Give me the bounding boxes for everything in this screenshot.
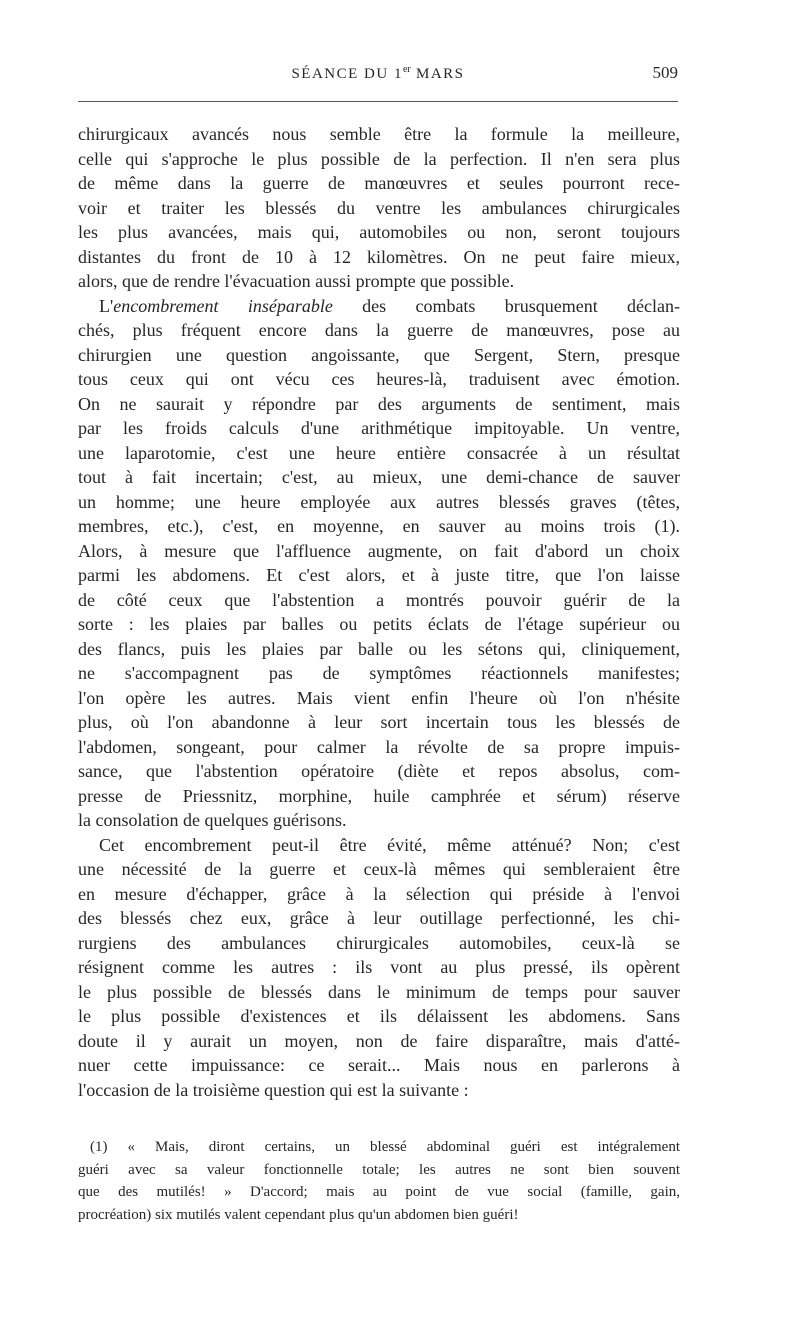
footnote xyxy=(78,1136,680,1226)
footnote-line: guéri avec sa valeur fonctionnelle totale; les autres ne sont bien souvent xyxy=(78,1161,680,1178)
text-line: de côté ceux que l'abstention a montrés pouvoir guérir de la xyxy=(78,589,680,610)
text-line: ne s'accompagnent pas de symptômes réactionnels manifestes; xyxy=(78,663,680,683)
text-line: voir et traiter les blessés du ventre les ambulances chirurgicales xyxy=(78,197,680,218)
text-line: des flancs, puis les plaies par balle ou les sétons qui, cliniquement, xyxy=(78,638,680,659)
text-line: doute il y aurait un moyen, non de faire disparaître, mais d'atté- xyxy=(78,1030,680,1051)
text-line: celle qui s'approche le plus possible de la perfection. Il n'en sera plus xyxy=(78,148,680,169)
text-line: des blessés chez eux, grâce à leur outillage perfectionné, les chi- xyxy=(78,908,680,928)
text-line: chirurgien une question angoissante, que Sergent, Stern, presque xyxy=(78,344,680,365)
text-line: l'on opère les autres. Mais vient enfin l'heure où l'on n'hésite xyxy=(78,687,680,708)
footnote-line: procréation) six mutilés valent cependant plus qu'un abdomen bien guéri! xyxy=(78,1206,519,1223)
text-line: rurgiens des ambulances chirurgicales automobiles, ceux-là se xyxy=(78,932,680,953)
text-line: membres, etc.), c'est, en moyenne, en sauver au moins trois (1). xyxy=(78,516,680,536)
text-line: plus, où l'on abandonne à leur sort incertain tous les blessés de xyxy=(78,712,680,732)
text-line: un homme; une heure employée aux autres blessés graves (têtes, xyxy=(78,491,680,512)
footnote-line: (1) « Mais, diront certains, un blessé abdominal guéri est intégralement xyxy=(90,1139,680,1155)
running-head xyxy=(78,62,678,86)
text-line: le plus possible de blessés dans le minimum de temps pour sauver xyxy=(78,981,680,1002)
running-head-title: SÉANCE DU 1er MARS xyxy=(291,64,465,82)
text-line: par les froids calculs d'une arithmétique impitoyable. Un ventre, xyxy=(78,418,680,438)
text-line: alors, que de rendre l'évacuation aussi prompte que possible. xyxy=(78,271,515,291)
text-line: sance, que l'abstention opératoire (diète et repos absolus, com- xyxy=(78,761,680,781)
text-line: sorte : les plaies par balles ou petits éclats de l'étage supérieur ou xyxy=(78,614,680,634)
page-number: 509 xyxy=(652,63,678,82)
text-line: une laparotomie, c'est une heure entière consacrée à un résultat xyxy=(78,442,680,463)
text-line: tous ceux qui ont vécu ces heures-là, traduisent avec émotion. xyxy=(78,369,680,389)
footnote-line: que des mutilés! » D'accord; mais au point de vue social (famille, gain, xyxy=(78,1184,680,1200)
emphasis-text: encombrement inséparable xyxy=(113,295,333,316)
text-line: parmi les abdomens. Et c'est alors, et à juste titre, que l'on laisse xyxy=(78,565,680,585)
text-line: presse de Priessnitz, morphine, huile camphrée et sérum) réserve xyxy=(78,785,680,806)
text-line: tout à fait incertain; c'est, au mieux, une demi-chance de sauver xyxy=(78,467,680,487)
text-line: la consolation de quelques guérisons. xyxy=(78,810,347,830)
text-line: l'abdomen, songeant, pour calmer la révolte de sa propre impuis- xyxy=(78,736,680,757)
text-line: distantes du front de 10 à 12 kilomètres. On ne peut faire mieux, xyxy=(78,246,680,267)
text-line: chirurgicaux avancés nous semble être la formule la meilleure, xyxy=(78,124,680,144)
text-line: Cet encombrement peut-il être évité, même atténué? Non; c'est xyxy=(99,834,680,855)
text-line: chés, plus fréquent encore dans la guerre de manœuvres, pose au xyxy=(78,320,680,340)
text-line: Alors, à mesure que l'affluence augmente, on fait d'abord un choix xyxy=(78,540,680,561)
text-line: L'encombrement inséparable des combats brusquement déclan- xyxy=(99,295,680,316)
text-line: nuer cette impuissance: ce serait... Mais nous en parlerons à xyxy=(78,1055,680,1075)
text-line: les plus avancées, mais qui, automobiles ou non, seront toujours xyxy=(78,222,680,242)
text-line: le plus possible d'existences et ils délaissent les abdomens. Sans xyxy=(78,1006,680,1026)
body-text xyxy=(78,122,680,1102)
text-line: une nécessité de la guerre et ceux-là mêmes qui sembleraient être xyxy=(78,859,680,879)
text-line: On ne saurait y répondre par des arguments de sentiment, mais xyxy=(78,393,680,414)
text-line: résignent comme les autres : ils vont au plus pressé, ils opèrent xyxy=(78,957,680,977)
text-line: l'occasion de la troisième question qui est la suivante : xyxy=(78,1079,469,1100)
header-rule xyxy=(78,101,678,102)
text-line: en mesure d'échapper, grâce à la sélection qui préside à l'envoi xyxy=(78,883,680,904)
text-line: de même dans la guerre de manœuvres et seules pourront rece- xyxy=(78,173,680,193)
